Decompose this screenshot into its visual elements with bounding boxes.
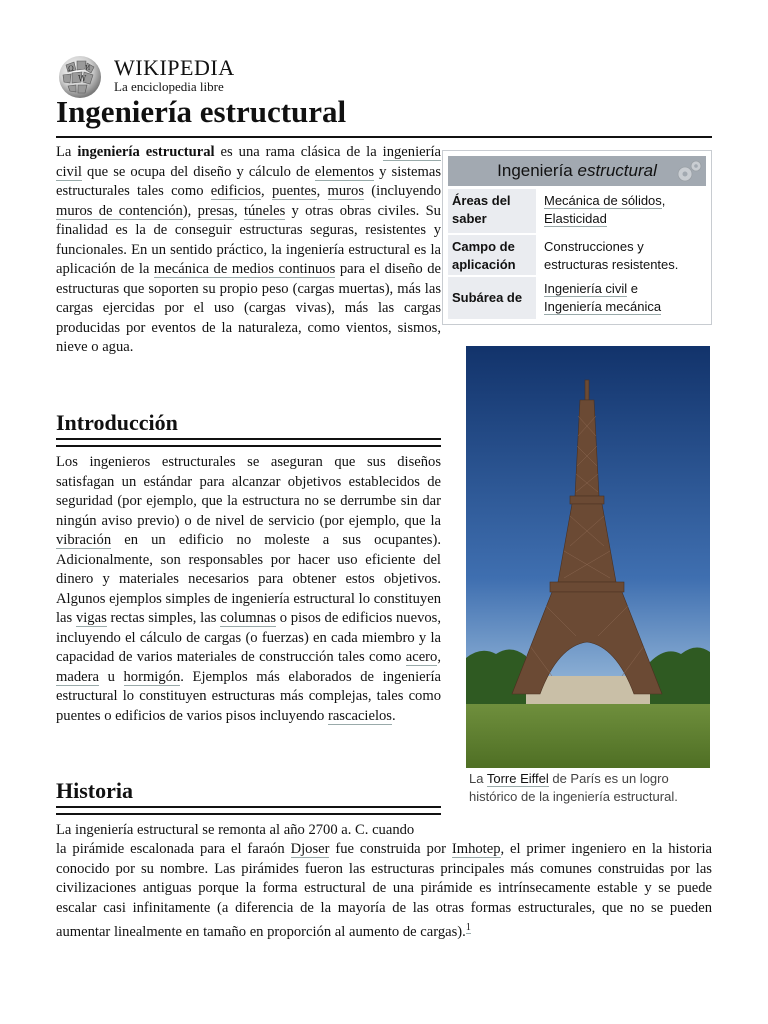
text-run: y sistemas estructurales tales como [56,163,441,199]
infobox-row-campo [448,235,706,275]
article-link[interactable]: madera [56,668,99,685]
footnote-reference[interactable]: 1 [465,922,471,933]
infobox-label: Áreas del saber [448,189,536,233]
infobox-row-areas [448,189,706,233]
infobox-row-subarea [448,277,706,319]
text-run: , [261,183,272,199]
gears-icon [674,157,704,186]
svg-text:И: И [85,65,91,72]
infobox-value: Ingeniería civil e Ingeniería mecánica [544,281,662,314]
link-elasticidad[interactable]: Elasticidad [544,211,607,226]
article-link[interactable]: Imhotep [451,841,501,857]
svg-text:W: W [78,74,87,83]
infobox-label: Subárea de [448,277,536,319]
text-run: o pisos de edificios nuevos, incluyendo el cálculo de cargas (o fuerzas) en cada miembro y la capacidad de varios materiales de construcción tales como [56,610,441,665]
infobox-label: Campo de aplicación [448,235,536,275]
text-run: , [316,183,328,199]
article-link[interactable]: columnas [220,610,277,626]
text-run: rectas simples, las [106,610,221,626]
section-heading-historia: Historia [56,778,133,803]
article-link[interactable]: vibración [56,532,112,548]
wikipedia-wordmark: WIKIPEDIA [114,55,235,80]
text-run: la pirámide escalonada para el faraón [56,841,291,857]
svg-text:Ω: Ω [68,65,74,73]
wikipedia-tagline: La enciclopedia libre [114,79,224,94]
article-link[interactable]: elementos [314,163,375,180]
text-run: La [56,144,78,160]
article-link[interactable]: acero [405,649,438,665]
text-run: fue construida por [329,841,452,857]
text-run: . [391,707,396,724]
article-link[interactable]: edificios [210,183,262,199]
title-divider [56,136,712,138]
article-link[interactable]: puentes [271,183,317,199]
link-ingenieria-civil[interactable]: Ingeniería civil [544,281,628,296]
text-run: que se ocupa del diseño y cálculo de [81,163,315,180]
text-run: y otras obras civiles. Su finalidad es la de conseguir estructuras seguras, resistentes y funcionales. En un sentido práctico, la ingeniería estructural es la aplicación de la [56,202,441,277]
text-run: , [437,649,441,665]
text-run: ), [182,202,198,219]
historia-first-line: La ingeniería estructural se remonta al año 2700 a. C. cuando [56,822,415,838]
text-run: (incluyendo [364,183,441,199]
article-link[interactable]: túneles [243,202,286,219]
article-link[interactable]: vigas [75,610,107,626]
infobox [442,150,712,325]
section-heading-introduccion: Introducción [56,410,178,435]
eiffel-tower-photo[interactable] [466,346,710,768]
article-link[interactable]: muros de contención [56,202,183,219]
link-ingenieria-mecanica[interactable]: Ingeniería mecánica [544,299,662,314]
text-run: , el primer ingeniero en la historia conocido por su nombre. Las pirámides fueron las estructuras principales más comunes construidas por las civilizaciones antiguas porque la forma estructural de una pirámide es intrínsecamente estable y se puede escalar casi infinitamente (a diferencia de la mayoría de las otras formas estructurales, que no se pueden aumentar linealmente en tamaño en proporción al aumento de cargas). [56,841,712,940]
article-link[interactable]: rascacielos [327,707,392,724]
text-run: en un edificio no moleste a sus ocupantes). Adicionalmente, son responsables por hacer uso eficiente del dinero y materiales necesarios para obtener estos objetivos. Algunos ejemplos simples de ingeniería estructural lo constituyen las [56,532,441,626]
section-divider [56,438,441,447]
article-link[interactable]: Djoser [290,841,330,857]
wikipedia-logo[interactable] [56,52,256,98]
section-divider [56,806,441,815]
article-link[interactable]: ingeniería civil [56,144,441,180]
lead-paragraph [56,143,441,358]
text-run: u [98,668,124,685]
article-link[interactable]: mecánica de medios continuos [153,261,336,277]
bold-term: ingeniería estructural [77,144,215,160]
text-run: . Ejemplos más elaborados de ingeniería estructural lo constituyen estructuras más complejas, tales como puentes o edificios de varios pisos incluyendo [56,668,442,724]
text-run: , [234,202,244,219]
section-historia-text [56,840,712,942]
text-run: Los ingenieros estructurales se aseguran que sus diseños satisfagan un estándar para alcanzar objetivos establecidos de seguridad (por ejemplo, que la estructura no se derrumbe sin dar ningún aviso previo) o de nivel de servicio (por ejemplo, que la [56,454,441,529]
article-link[interactable]: hormigón [123,668,181,685]
article-link[interactable]: muros [327,183,364,199]
section-introduccion-text [56,453,441,726]
infobox-value: Mecánica de sólidos, Elasticidad [544,193,666,226]
image-caption: La Torre Eiffel de París es un logro histórico de la ingeniería estructural. [469,771,678,804]
text-run: para el diseño de estructuras que soporten su propio peso (cargas muertas), más las cargas ejercidas por el uso (cargas vivas), más las cargas producidas por eventos de la naturaleza, como vientos, sismos, nieve o agua. [56,261,442,355]
text-run: es una rama clásica de la [214,144,383,160]
link-mecanica-solidos[interactable]: Mecánica de sólidos [544,193,662,208]
infobox-title: Ingeniería estructural [448,156,706,186]
page-title: Ingeniería estructural [56,94,347,129]
article-link[interactable]: presas [197,202,235,219]
link-torre-eiffel[interactable]: Torre Eiffel [486,771,549,786]
infobox-value: Construcciones y estructuras resistentes. [544,239,679,272]
